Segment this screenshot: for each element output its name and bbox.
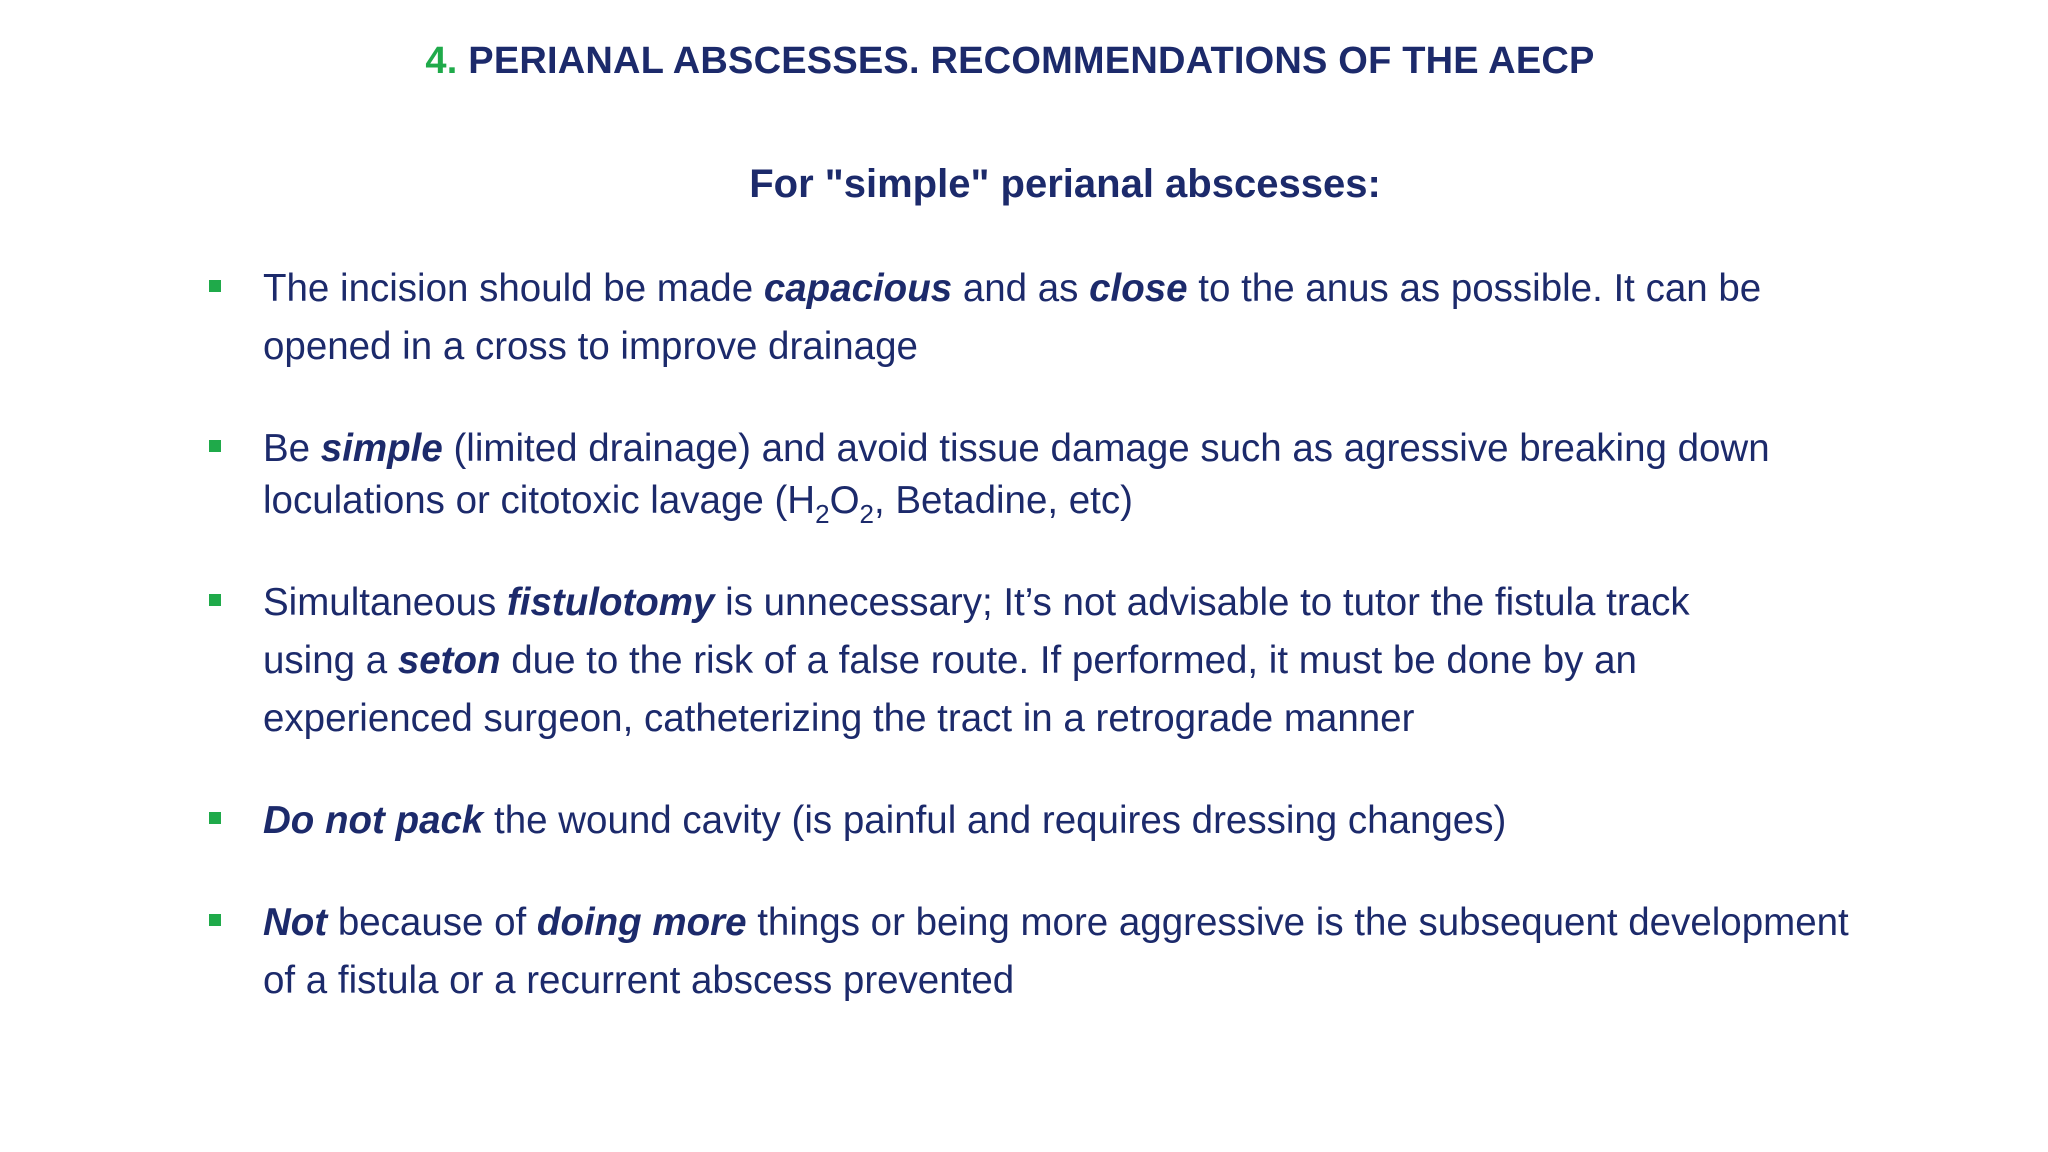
title-text: PERIANAL ABSCESSES. RECOMMENDATIONS OF THE AECP xyxy=(468,40,1595,82)
bullet-line: Simultaneous fistulotomy is unnecessary; It’s not advisable to tutor the fistula track xyxy=(263,581,1690,624)
square-bullet-icon xyxy=(209,812,221,824)
bullet-line: loculations or citotoxic lavage ($H_2O_2$, Betadine, etc) xyxy=(263,479,1133,529)
slide-subtitle: For "simple" perianal abscesses: xyxy=(749,162,1381,206)
bullet-line: of a fistula or a recurrent abscess prevented xyxy=(263,959,1015,1002)
bullet-line: experienced surgeon, catheterizing the tract in a retrograde manner xyxy=(263,697,1415,740)
bullet-item xyxy=(263,423,1863,527)
emphasis-text: Not xyxy=(263,901,328,944)
bullet-item xyxy=(263,260,1863,376)
bullet-line: Do not pack the wound cavity (is painful and requires dressing changes) xyxy=(263,799,1507,842)
bullet-line: The incision should be made capacious and as close to the anus as possible. It can be xyxy=(263,267,1762,310)
emphasis-text: capacious xyxy=(763,267,953,310)
emphasis-text: Do not pack xyxy=(263,799,484,842)
emphasis-text: doing more xyxy=(536,901,747,944)
emphasis-text: simple xyxy=(320,427,443,470)
emphasis-text: close xyxy=(1089,267,1188,310)
emphasis-text: seton xyxy=(397,639,501,682)
square-bullet-icon xyxy=(209,594,221,606)
bullet-line: using a seton due to the risk of a false route. If performed, it must be done by an xyxy=(263,639,1637,682)
square-bullet-icon xyxy=(209,280,221,292)
bullet-item xyxy=(263,792,1863,850)
bullet-line: Be simple (limited drainage) and avoid tissue damage such as agressive breaking down xyxy=(263,427,1770,470)
bullet-item xyxy=(263,894,1863,1010)
square-bullet-icon xyxy=(209,440,221,452)
bullet-line: Not because of doing more things or being more aggressive is the subsequent development xyxy=(263,901,1849,944)
emphasis-text: fistulotomy xyxy=(506,581,715,624)
bullet-item xyxy=(263,574,1863,748)
bullet-line: opened in a cross to improve drainage xyxy=(263,325,918,368)
title-number: 4. xyxy=(425,40,458,82)
square-bullet-icon xyxy=(209,914,221,926)
